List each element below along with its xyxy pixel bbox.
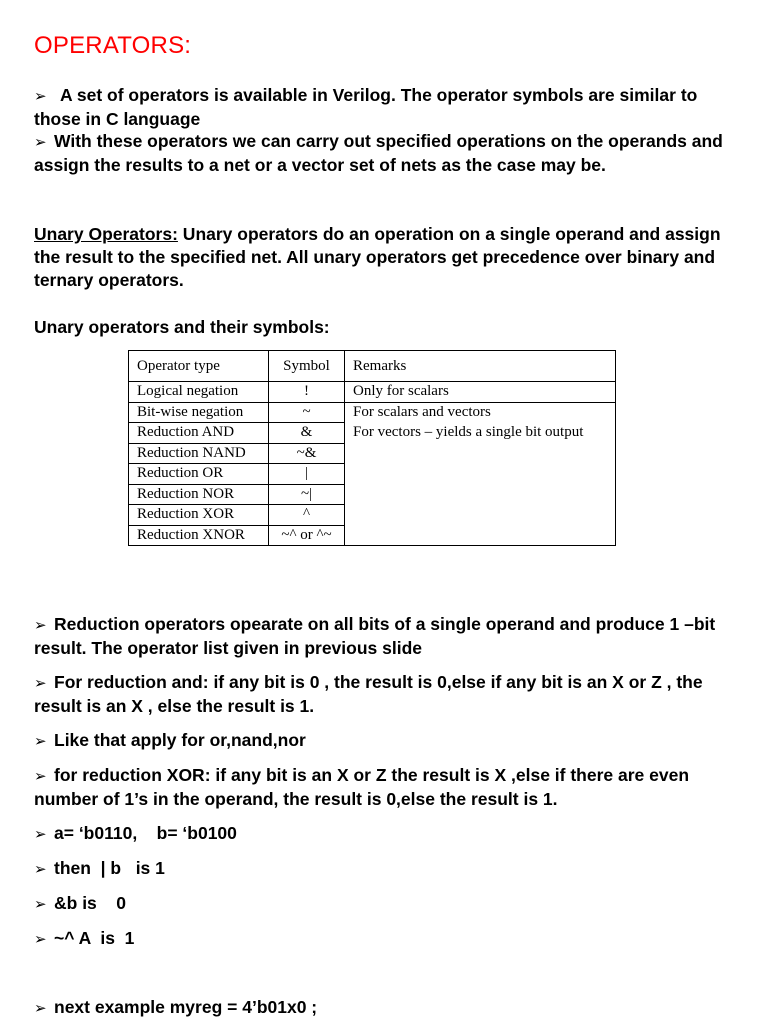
table-row: [129, 443, 616, 464]
header-symbol: Symbol: [269, 351, 345, 382]
arrow-bullet-icon: ➢: [34, 896, 47, 913]
arrow-bullet-icon: ➢: [34, 931, 47, 948]
note-bullet: [34, 613, 744, 660]
remark-cell: [345, 505, 616, 526]
symbol-cell: &: [269, 423, 345, 444]
arrow-bullet-icon: ➢: [34, 768, 47, 785]
note-text: &b is 0: [54, 893, 126, 913]
remark-cell: For vectors – yields a single bit output: [345, 423, 616, 444]
arrow-bullet-icon: ➢: [34, 88, 47, 105]
symbol-cell: ~&: [269, 443, 345, 464]
operator-type-cell: Reduction NOR: [129, 484, 269, 505]
operator-type-cell: Reduction XOR: [129, 505, 269, 526]
table-row: [129, 484, 616, 505]
note-bullet: [34, 822, 744, 846]
note-text: next example myreg = 4’b01x0 ;: [54, 997, 318, 1017]
unary-paragraph: [34, 223, 744, 292]
table-row: [129, 525, 616, 546]
arrow-bullet-icon: ➢: [34, 861, 47, 878]
remark-cell: [345, 443, 616, 464]
intro-bullet-1: [34, 84, 744, 131]
operator-type-cell: Reduction NAND: [129, 443, 269, 464]
note-text: For reduction and: if any bit is 0 , the result is 0,else if any bit is an X or Z , the result is an X , else the result is 1.: [34, 672, 703, 716]
table-row: [129, 402, 616, 423]
note-text: Reduction operators opearate on all bits of a single operand and produce 1 –bit result. The operator list given in previous slide: [34, 614, 716, 658]
unary-heading: Unary Operators:: [34, 224, 178, 244]
remark-cell: [345, 484, 616, 505]
remark-cell: [345, 464, 616, 485]
operator-type-cell: Logical negation: [129, 382, 269, 403]
note-bullet: [34, 729, 744, 753]
note-text: then | b is 1: [54, 858, 165, 878]
header-operator-type: Operator type: [129, 351, 269, 382]
symbol-cell: !: [269, 382, 345, 403]
note-bullet: [34, 892, 744, 916]
note-text: Like that apply for or,nand,nor: [54, 730, 306, 750]
arrow-bullet-icon: ➢: [34, 134, 47, 151]
remark-cell: Only for scalars: [345, 382, 616, 403]
table-header-row: [129, 351, 616, 382]
intro-bullet-2: [34, 130, 744, 177]
table-row: [129, 464, 616, 485]
operator-type-cell: Reduction XNOR: [129, 525, 269, 546]
note-bullet: [34, 764, 744, 811]
note-text: a= ‘b0110, b= ‘b0100: [54, 823, 237, 843]
table-row: [129, 423, 616, 444]
remark-cell: [345, 525, 616, 546]
table-caption: Unary operators and their symbols:: [34, 317, 330, 337]
table-row: [129, 382, 616, 403]
note-bullet: [34, 671, 744, 718]
note-bullet: [34, 857, 744, 881]
header-remarks: Remarks: [345, 351, 616, 382]
note-bullet: [34, 927, 744, 951]
unary-operators-table: [128, 350, 616, 546]
note-text: for reduction XOR: if any bit is an X or Z the result is X ,else if there are even number of 1’s in the operand, the result is 0,else the result is 1.: [34, 765, 690, 809]
intro-text-2: With these operators we can carry out specified operations on the operands and assign the results to a net or a vector set of nets as the case may be.: [34, 131, 723, 175]
arrow-bullet-icon: ➢: [34, 1000, 47, 1017]
arrow-bullet-icon: ➢: [34, 675, 47, 692]
arrow-bullet-icon: ➢: [34, 826, 47, 843]
table-row: [129, 505, 616, 526]
arrow-bullet-icon: ➢: [34, 617, 47, 634]
page-title: OPERATORS:: [34, 32, 192, 59]
symbol-cell: |: [269, 464, 345, 485]
arrow-bullet-icon: ➢: [34, 733, 47, 750]
symbol-cell: ^: [269, 505, 345, 526]
unary-text: Unary operators do an operation on a single operand and assign the result to the specified net. All unary operators get precedence over binary and ternary operators.: [34, 224, 721, 290]
intro-text-1: A set of operators is available in Verilog. The operator symbols are similar to those in C language: [34, 85, 698, 129]
note-text: ~^ A is 1: [54, 928, 135, 948]
note-bullet: [34, 996, 744, 1020]
operator-type-cell: Reduction AND: [129, 423, 269, 444]
symbol-cell: ~|: [269, 484, 345, 505]
operator-type-cell: Bit-wise negation: [129, 402, 269, 423]
symbol-cell: ~: [269, 402, 345, 423]
symbol-cell: ~^ or ^~: [269, 525, 345, 546]
operator-type-cell: Reduction OR: [129, 464, 269, 485]
remark-cell: For scalars and vectors: [345, 402, 616, 423]
